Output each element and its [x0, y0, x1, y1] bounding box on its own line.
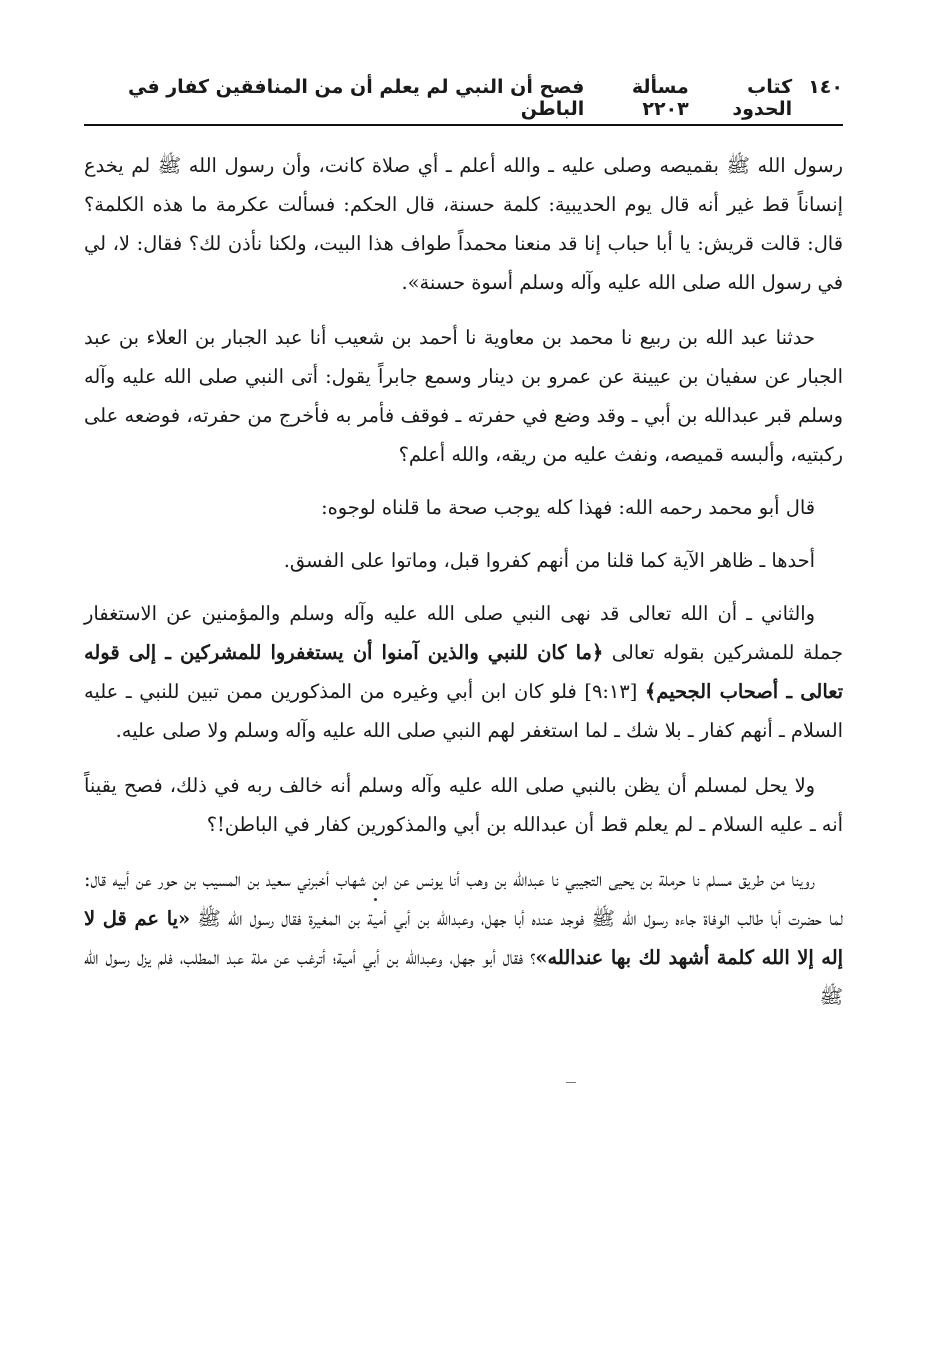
scan-mark — [566, 1082, 576, 1083]
page-number: ١٤٠ — [808, 76, 843, 98]
paragraph-5 — [84, 594, 843, 750]
book-title: كتاب الحدود — [732, 76, 793, 120]
scan-speck — [374, 898, 377, 901]
header-divider — [84, 124, 843, 126]
page-body — [84, 146, 843, 1016]
header-right — [689, 76, 843, 120]
issue-number: مسألة ٢٢٠٣ — [631, 76, 689, 120]
paragraph-4: أحدها ـ ظاهر الآية كما قلنا من أنهم كفروا قبل، وماتوا على الفسق. — [283, 549, 815, 572]
hadith-quote: «يا عم قل لا إله إلا الله كلمة أشهد لك بها عندالله» — [84, 907, 843, 969]
paragraph-1: رسول الله ﷺ بقميصه وصلى عليه ـ والله أعلم ـ أي صلاة كانت، وأن رسول الله ﷺ لم يخدع إنساناً قط غير أنه قال يوم الحديبية: كلمة حسنة، قال الحكم: فسألت عكرمة ما هذه الكلمة؟ قال: قالت قريش: يا أبا حباب إنا قد منعنا محمداً طواف هذا البيت، ولكنا نأذن لك؟ فقال: لا، لي في رسول الله صلى الله عليه وآله وسلم أسوة حسنة». — [84, 154, 843, 294]
paragraph-2: حدثنا عبد الله بن ربيع نا محمد بن معاوية نا أحمد بن شعيب أنا عبد الجبار بن العلاء بن عبد الجبار عن سفيان بن عيينة عن عمرو بن دينار وسمع جابراً يقول: أتى النبي صلى الله عليه وآله وسلم قبر عبدالله بن أبي ـ وقد وضع في حفرته ـ فوقف فأمر به فأخرج من حفرته، فوضعه على ركبتيه، وألبسه قميصه، ونفث عليه من ريقه، والله أعلم؟ — [84, 326, 843, 466]
running-header — [84, 76, 843, 120]
paragraph-7 — [84, 860, 843, 1016]
paragraph-6: ولا يحل لمسلم أن يظن بالنبي صلى الله عليه وآله وسلم أنه خالف ربه في ذلك، فصح يقيناً أنه ـ عليه السلام ـ لم يعلم قط أن عبدالله بن أبي والمذكورين كفار في الباطن!؟ — [84, 774, 843, 836]
paragraph-7-text-b: ؟ فقال أبو جهل، وعبدالله بن أبي أمية؛ أترغب عن ملة عبد المطلب، فلم يزل رسول الله ﷺ — [84, 946, 843, 1008]
section-title: فصح أن النبي لم يعلم أن من المنافقين كفار في الباطن — [127, 76, 585, 120]
paragraph-5-text-b: [٩:١٣] فلو كان ابن أبي وغيره من المذكورين ممن تبين للنبي ـ عليه السلام ـ أنهم كفار ـ بلا شك ـ لما استغفر لهم النبي صلى الله عليه وآله وسلم ولا صلى عليه. — [84, 680, 843, 742]
paragraph-5-text-a: والثاني ـ أن الله تعالى قد نهى النبي صلى الله عليه وآله وسلم والمؤمنين عن الاستغفار جملة للمشركين بقوله تعالى — [84, 602, 843, 664]
paragraph-7-text-a: روينا من طريق مسلم نا حرملة بن يحيى التجيبي نا عبدالله بن وهب أنا يونس عن ابن شهاب أخبرني سعيد بن المسيب بن حور عن أبيه قال: لما حضرت أبا طالب الوفاة جاءه رسول الله ﷺ فوجد عنده أبا جهل، وعبدالله بن أبي أمية بن المغيرة فقال رسول الله ﷺ — [84, 868, 843, 930]
paragraph-3: قال أبو محمد رحمه الله: فهذا كله يوجب صحة ما قلناه لوجوه: — [321, 496, 815, 519]
quran-verse: ﴿ما كان للنبي والذين آمنوا أن يستغفروا للمشركين ـ إلى قوله تعالى ـ أصحاب الجحيم﴾ — [84, 641, 843, 703]
